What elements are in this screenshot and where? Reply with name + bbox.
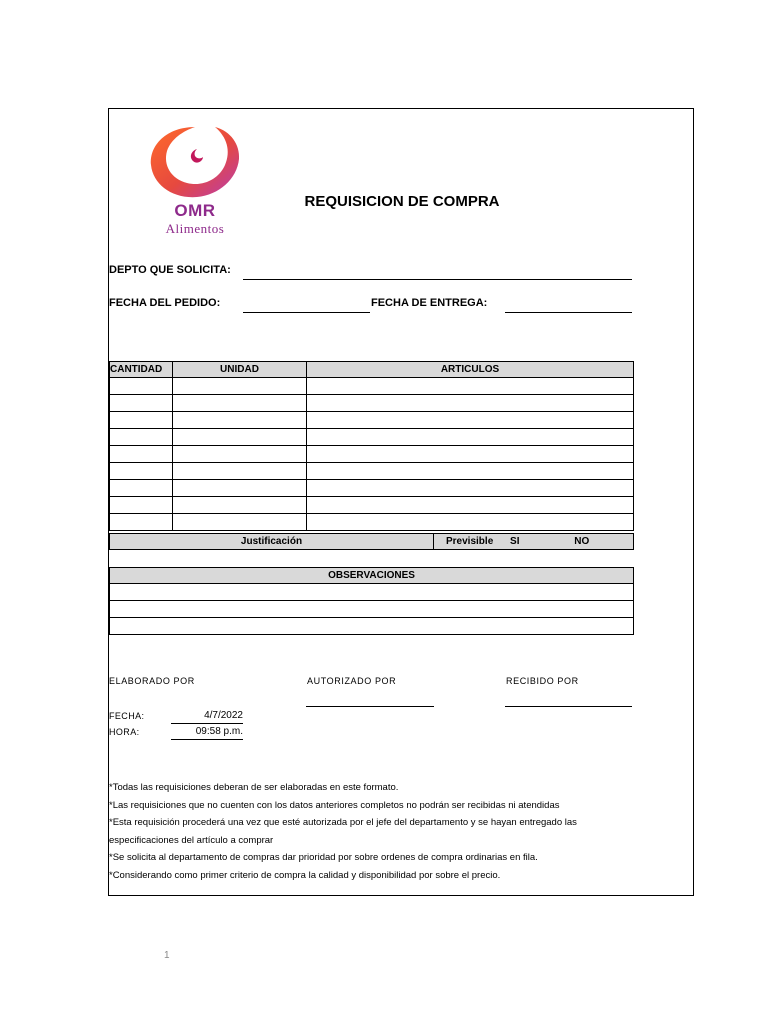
cantidad-cell[interactable] <box>110 395 173 412</box>
header-articulos: ARTICULOS <box>307 362 634 378</box>
cantidad-cell[interactable] <box>110 378 173 395</box>
hora-meta-value: 09:58 p.m. <box>195 726 243 737</box>
table-row <box>110 480 634 497</box>
cantidad-cell[interactable] <box>110 412 173 429</box>
unidad-cell[interactable] <box>173 446 307 463</box>
observation-line[interactable] <box>110 618 634 635</box>
fecha-pedido-label: FECHA DEL PEDIDO: <box>109 297 221 309</box>
autorizado-signature-line[interactable] <box>306 706 434 707</box>
previsible-cell <box>434 534 634 550</box>
unidad-cell[interactable] <box>173 480 307 497</box>
articulo-cell[interactable] <box>307 514 634 531</box>
table-row <box>110 618 634 635</box>
table-row <box>110 463 634 480</box>
fecha-meta-value: 4/7/2022 <box>204 710 243 721</box>
fecha-meta-label: FECHA: <box>109 711 145 721</box>
articulo-cell[interactable] <box>307 429 634 446</box>
company-logo <box>145 123 245 239</box>
recibido-signature-line[interactable] <box>505 706 632 707</box>
items-header-row <box>110 362 634 378</box>
hora-meta-line <box>171 739 243 740</box>
previsible-label: Previsible <box>446 536 494 547</box>
articulo-cell[interactable] <box>307 378 634 395</box>
cantidad-cell[interactable] <box>110 463 173 480</box>
justificacion-label: Justificación <box>110 534 434 550</box>
table-row <box>110 497 634 514</box>
cantidad-cell[interactable] <box>110 497 173 514</box>
page-title: REQUISICION DE COMPRA <box>304 193 500 210</box>
table-row <box>110 601 634 618</box>
unidad-cell[interactable] <box>173 429 307 446</box>
observations-table <box>109 567 634 635</box>
depto-field[interactable] <box>243 279 632 280</box>
page-number: 1 <box>164 950 170 961</box>
observations-header: OBSERVACIONES <box>110 568 634 584</box>
cantidad-cell[interactable] <box>110 480 173 497</box>
requisition-form <box>108 108 694 896</box>
table-row <box>110 514 634 531</box>
unidad-cell[interactable] <box>173 463 307 480</box>
header-cantidad: CANTIDAD <box>110 362 173 378</box>
autorizado-label: AUTORIZADO POR <box>307 676 397 686</box>
note-line: *Todas las requisiciones deberan de ser elaboradas en este formato. <box>109 782 399 793</box>
brand-subtitle: Alimentos <box>165 221 225 236</box>
unidad-cell[interactable] <box>173 395 307 412</box>
unidad-cell[interactable] <box>173 497 307 514</box>
fecha-meta-line <box>171 723 243 724</box>
articulo-cell[interactable] <box>307 412 634 429</box>
note-line: *Las requisiciones que no cuenten con los datos anteriores completos no podrán ser recibidas ni atendidas <box>109 799 560 811</box>
hora-meta-label: HORA: <box>109 727 140 737</box>
swirl-logo-icon <box>145 123 245 203</box>
fecha-pedido-field[interactable] <box>243 312 370 313</box>
cantidad-cell[interactable] <box>110 429 173 446</box>
header-unidad: UNIDAD <box>173 362 307 378</box>
note-line: *Considerando como primer criterio de compra la calidad y disponibilidad por sobre el precio. <box>109 869 501 881</box>
depto-label: DEPTO QUE SOLICITA: <box>109 264 231 276</box>
observation-line[interactable] <box>110 601 634 618</box>
fecha-entrega-label: FECHA DE ENTREGA: <box>371 297 488 309</box>
notes-block <box>109 779 693 884</box>
elaborado-label: ELABORADO POR <box>109 676 195 686</box>
si-option[interactable]: SI <box>510 536 520 547</box>
articulo-cell[interactable] <box>307 463 634 480</box>
fecha-entrega-field[interactable] <box>505 312 632 313</box>
note-line: *Se solicita al departamento de compras dar prioridad por sobre ordenes de compra ordinarias en fila. <box>109 852 538 863</box>
table-row <box>110 412 634 429</box>
table-row <box>110 446 634 463</box>
table-row <box>110 429 634 446</box>
unidad-cell[interactable] <box>173 378 307 395</box>
table-row <box>110 395 634 412</box>
observation-line[interactable] <box>110 584 634 601</box>
articulo-cell[interactable] <box>307 446 634 463</box>
unidad-cell[interactable] <box>173 412 307 429</box>
articulo-cell[interactable] <box>307 395 634 412</box>
note-line: *Esta requisición procederá una vez que esté autorizada por el jefe del departamento y se hayan entregado las <box>109 817 577 828</box>
note-line: especificaciones del artículo a comprar <box>109 834 274 846</box>
items-table <box>109 361 634 531</box>
justification-table <box>109 533 634 550</box>
brand-name: OMR <box>174 201 216 220</box>
unidad-cell[interactable] <box>173 514 307 531</box>
cantidad-cell[interactable] <box>110 514 173 531</box>
recibido-label: RECIBIDO POR <box>506 676 579 686</box>
cantidad-cell[interactable] <box>110 446 173 463</box>
articulo-cell[interactable] <box>307 497 634 514</box>
no-option[interactable]: NO <box>574 536 590 547</box>
articulo-cell[interactable] <box>307 480 634 497</box>
table-row <box>110 378 634 395</box>
table-row <box>110 584 634 601</box>
